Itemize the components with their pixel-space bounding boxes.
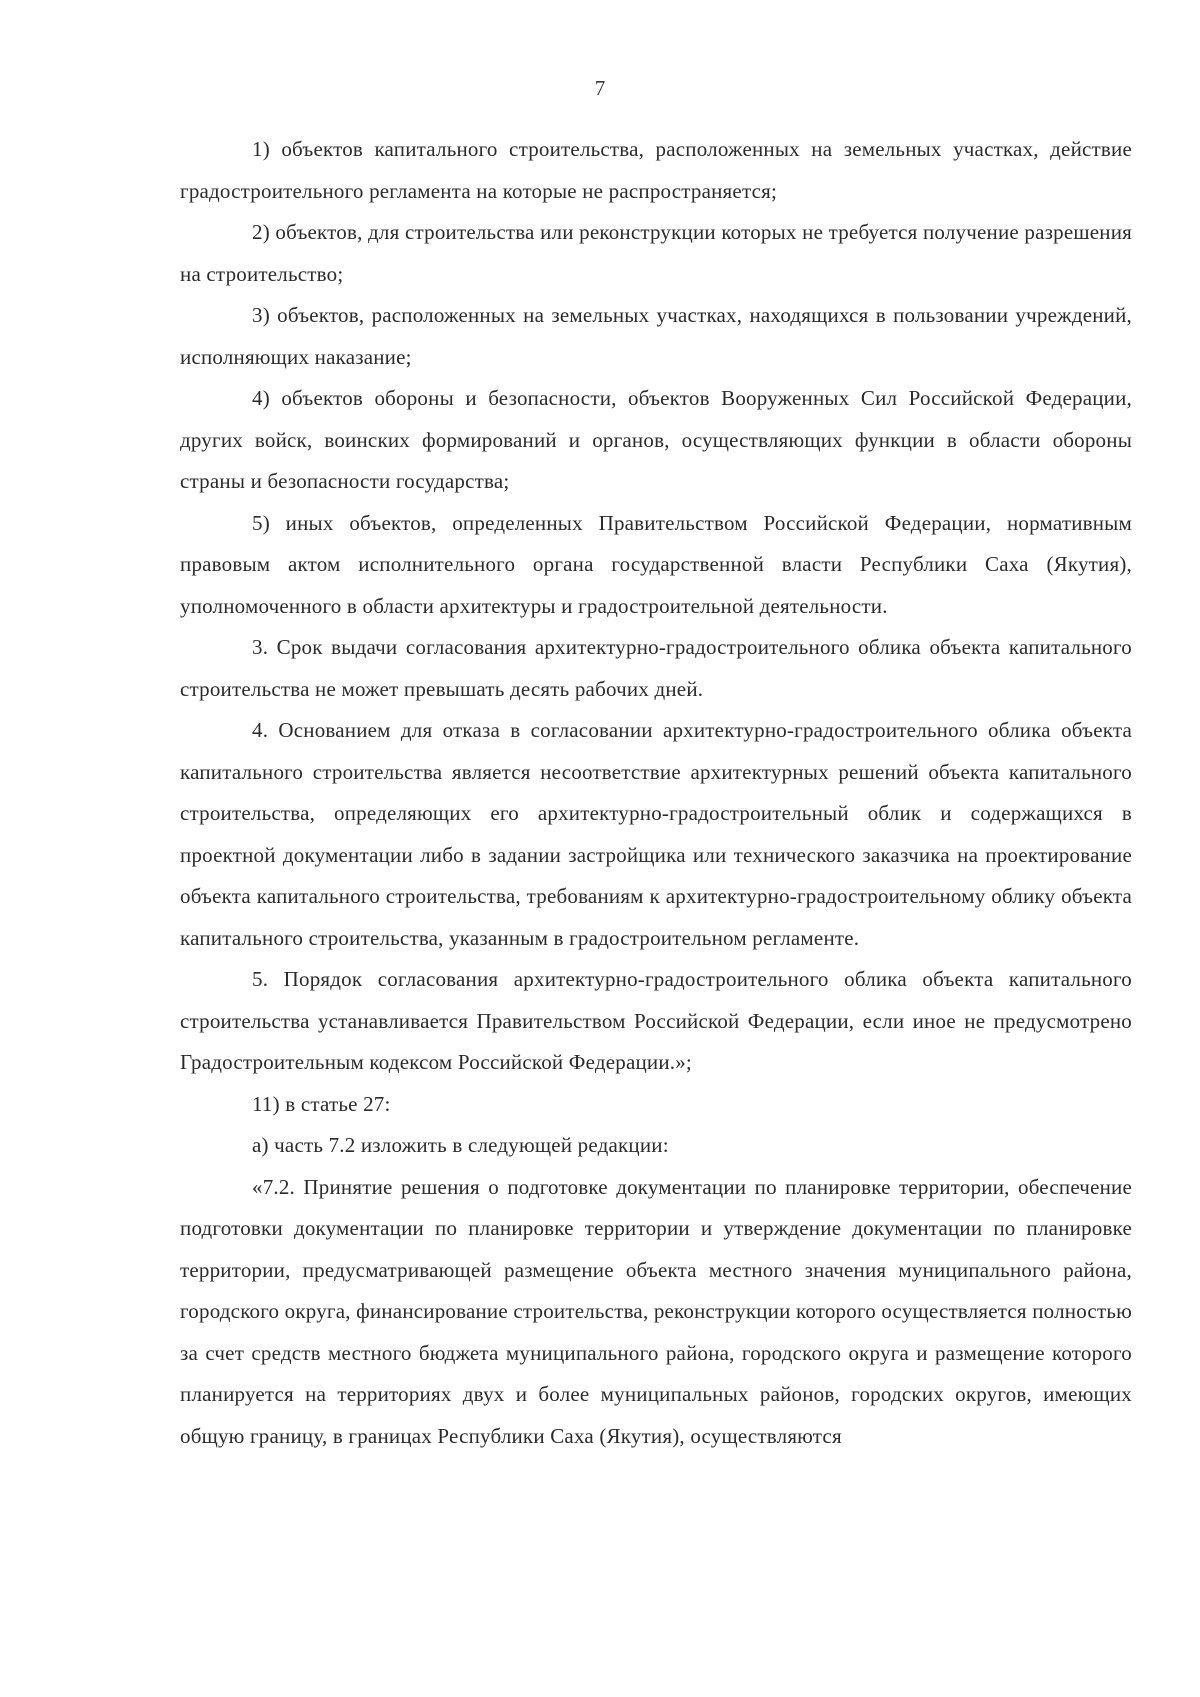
paragraph-item-3: 3) объектов, расположенных на земельных участках, находящихся в пользовании учреждений, исполняющих наказание; [180,303,1132,369]
paragraph-article-27: 11) в статье 27: [252,1091,391,1116]
paragraph-part-7-2: «7.2. Принятие решения о подготовке документации по планировке территории, обеспечение подготовки документации по планировке территории и утверждение документации по планировке территории, предусматривающей размещение объекта местного значения муниципального района, городского округа, финансирование строительства, реконструкции которого осуществляется полностью за счет средств местного бюджета муниципального района, городского округа и размещение которого планируется на территориях двух и более муниципальных районов, городских округов, имеющих общую границу, в границах Республики Саха (Якутия), осуществляются [180,1174,1132,1448]
paragraph-item-2: 2) объектов, для строительства или реконструкции которых не требуется получение разрешения на строительство; [180,220,1132,286]
paragraph-clause-3: 3. Срок выдачи согласования архитектурно-градостроительного облика объекта капитального строительства не может превышать десять рабочих дней. [180,635,1132,701]
paragraph-clause-4: 4. Основанием для отказа в согласовании архитектурно-градостроительного облика объекта капитального строительства является несоответствие архитектурных решений объекта капитального строительства, определяющих его архитектурно-градостроительный облик и содержащихся в проектной документации либо в задании застройщика или технического заказчика на проектирование объекта капитального строительства, требованиям к архитектурно-градостроительному облику объекта капитального строительства, указанным в градостроительном регламенте. [180,718,1132,950]
paragraph-subitem-a: а) часть 7.2 изложить в следующей редакции: [252,1133,669,1157]
paragraph-item-5: 5) иных объектов, определенных Правительством Российской Федерации, нормативным правовым актом исполнительного органа государственной власти Республики Саха (Якутия), уполномоченного в области архитектуры и градостроительной деятельности. [180,510,1132,618]
page-number: 7 [594,76,606,100]
paragraph-item-4: 4) объектов обороны и безопасности, объектов Вооруженных Сил Российской Федерации, других войск, воинских формирований и органов, осуществляющих функции в области обороны страны и безопасности государства; [180,386,1132,493]
paragraph-clause-5: 5. Порядок согласования архитектурно-градостроительного облика объекта капитального строительства устанавливается Правительством Российской Федерации, если иное не предусмотрено Градостроительным кодексом Российской Федерации.»; [180,967,1132,1074]
paragraph-item-1: 1) объектов капитального строительства, расположенных на земельных участках, действие градостроительного регламента на которые не распространяется; [180,137,1132,203]
body-text [180,129,1132,1457]
